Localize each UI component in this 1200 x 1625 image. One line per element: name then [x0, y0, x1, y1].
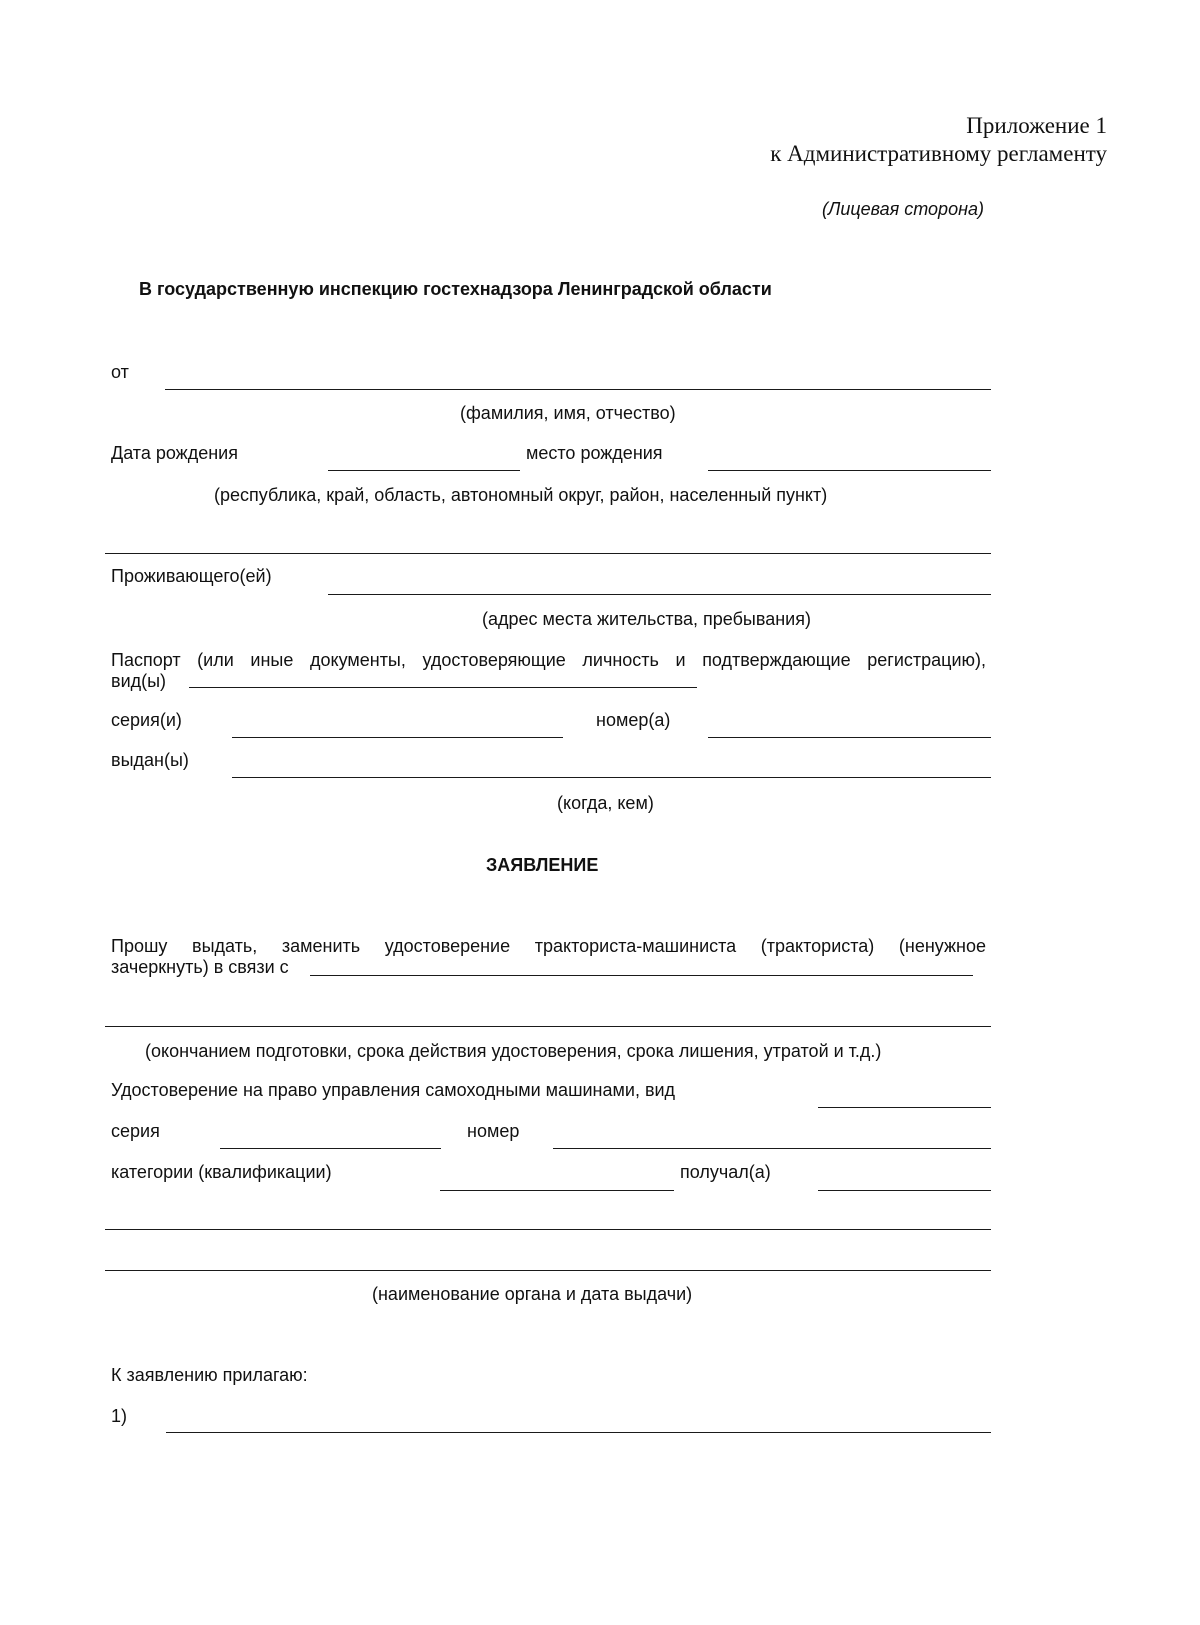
attachments-label: К заявлению прилагаю: [111, 1365, 308, 1385]
request-text-line: Прошу выдать, заменить удостоверение тракториста-машиниста (тракториста) (ненужное [111, 936, 986, 956]
reason-caption: (окончанием подготовки, срока действия удостоверения, срока лишения, утратой и т.д.) [145, 1041, 882, 1061]
addressee-title: В государственную инспекцию гостехнадзора Ленинградской области [139, 279, 772, 299]
doc-number-label: номер(а) [596, 710, 671, 730]
fio-caption: (фамилия, имя, отчество) [460, 403, 676, 423]
birth-date-label: Дата рождения [111, 443, 238, 463]
doc-kind-field[interactable] [189, 687, 697, 688]
birth-place-caption: (республика, край, область, автономный округ, район, населенный пункт) [214, 485, 828, 505]
license-kind-field[interactable] [818, 1107, 991, 1108]
categories-field[interactable] [440, 1190, 674, 1191]
doc-kind-label: вид(ы) [111, 671, 167, 691]
doc-number-field[interactable] [708, 737, 991, 738]
received-label: получал(а) [680, 1162, 771, 1182]
received-field[interactable] [818, 1190, 991, 1191]
doc-series-label: серия(и) [111, 710, 182, 730]
statement-title: ЗАЯВЛЕНИЕ [486, 855, 599, 875]
birth-place-label: место рождения [526, 443, 663, 463]
appendix-label: Приложение 1 [966, 113, 1107, 138]
license-number-field[interactable] [553, 1148, 991, 1149]
passport-text [111, 651, 986, 669]
attachment-1-field[interactable] [166, 1432, 991, 1433]
categories-label: категории (квалификации) [111, 1162, 332, 1182]
address-caption: (адрес места жительства, пребывания) [482, 609, 811, 629]
reason-field[interactable] [310, 975, 973, 976]
residing-label: Проживающего(ей) [111, 566, 272, 586]
license-number-label: номер [467, 1121, 520, 1141]
license-series-field[interactable] [220, 1148, 441, 1149]
authority-caption: (наименование органа и дата выдачи) [372, 1284, 693, 1304]
license-label: Удостоверение на право управления самоходными машинами, вид [111, 1080, 676, 1100]
doc-series-field[interactable] [232, 737, 563, 738]
regulation-label: к Административному регламенту [770, 141, 1107, 166]
reason-field-line2[interactable] [105, 1026, 991, 1027]
license-series-label: серия [111, 1121, 160, 1141]
authority-field-line1[interactable] [105, 1229, 991, 1230]
request-text-line2: зачеркнуть) в связи с [111, 957, 289, 977]
birth-place-field[interactable] [708, 470, 991, 471]
fio-field[interactable] [165, 389, 991, 390]
birth-date-field[interactable] [328, 470, 520, 471]
doc-issued-label: выдан(ы) [111, 750, 189, 770]
address-field[interactable] [328, 594, 991, 595]
passport-text-line: Паспорт (или иные документы, удостоверяющие личность и подтверждающие регистрацию), [111, 650, 986, 670]
doc-issued-field[interactable] [232, 777, 991, 778]
birth-place-field-line2[interactable] [105, 553, 991, 554]
side-label: (Лицевая сторона) [821, 199, 984, 219]
attachment-number-1: 1) [111, 1406, 128, 1426]
from-label: от [111, 362, 129, 382]
doc-issued-caption: (когда, кем) [557, 793, 654, 813]
request-text [111, 937, 986, 955]
authority-field-line2[interactable] [105, 1270, 991, 1271]
